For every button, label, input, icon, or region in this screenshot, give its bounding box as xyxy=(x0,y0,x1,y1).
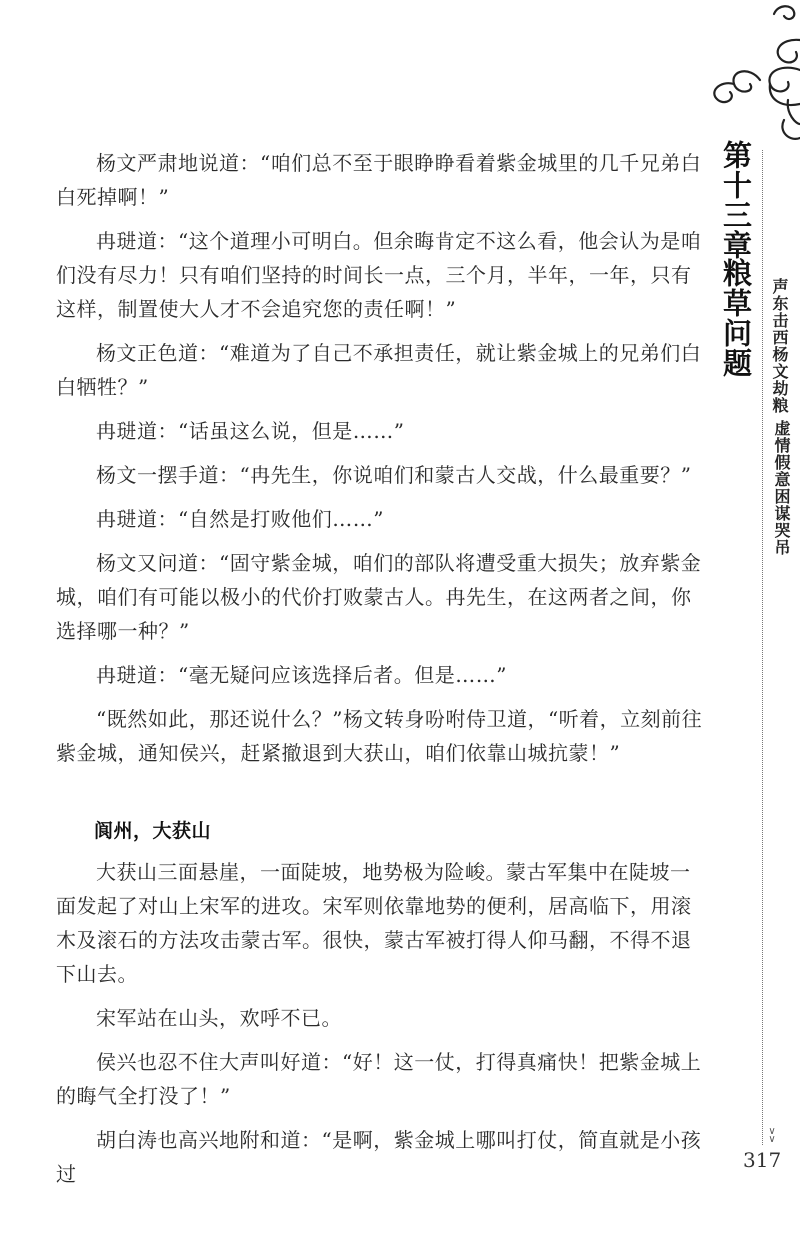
section-heading: 阆州，大获山 xyxy=(94,820,212,842)
paragraph: “既然如此，那还说什么？”杨文转身吩咐侍卫道，“听着，立刻前往紫金城，通知侯兴，赶紧撤退到大获山，咱们依靠山城抗蒙！” xyxy=(56,707,703,765)
paragraph: 宋军站在山头，欢呼不已。 xyxy=(96,1006,342,1030)
paragraph: 杨文又问道：“固守紫金城，咱们的部队将遭受重大损失；放弃紫金城，咱们有可能以极小的代价打败蒙古人。冉先生，在这两者之间，你选择哪一种？” xyxy=(56,551,702,643)
paragraph: 胡白涛也高兴地附和道：“是啊，紫金城上哪叫打仗，简直就是小孩过 xyxy=(56,1128,702,1186)
paragraph: 冉琎道：“这个道理小可明白。但余晦肯定不这么看，他会认为是咱们没有尽力！只有咱们坚持的时间长一点，三个月，半年，一年，只有这样，制置使大人才不会追究您的责任啊！” xyxy=(56,229,702,321)
paragraph: 冉琎道：“自然是打败他们……” xyxy=(96,507,384,531)
chapter-number: 第十三章 xyxy=(719,140,753,260)
paragraph: 冉琎道：“话虽这么说，但是……” xyxy=(96,419,405,443)
margin-dotted-line xyxy=(762,150,763,1145)
paragraph: 杨文正色道：“难道为了自己不承担责任，就让紫金城上的兄弟们白白牺牲？” xyxy=(56,341,702,399)
body-text xyxy=(56,146,706,1201)
chapter-title: 粮草问题 xyxy=(719,258,753,378)
paragraph: 杨文严肃地说道：“咱们总不至于眼睁睁看着紫金城里的几千兄弟白白死掉啊！” xyxy=(56,151,702,209)
page-number: 317 xyxy=(743,1148,782,1172)
paragraph: 大获山三面悬崖，一面陡坡，地势极为险峻。蒙古军集中在陡坡一面发起了对山上宋军的进攻。宋军则依靠地势的便利，居高临下，用滚木及滚石的方法攻击蒙古军。很快，蒙古军被打得人仰马翻，不得不退下山去。 xyxy=(56,860,692,986)
chapter-subtitle-1: 声东击西杨文劫粮 xyxy=(770,278,789,414)
paragraph: 侯兴也忍不住大声叫好道：“好！这一仗，打得真痛快！把紫金城上的晦气全打没了！” xyxy=(56,1050,702,1108)
paragraph: 冉琎道：“毫无疑问应该选择后者。但是……” xyxy=(96,663,507,687)
chevron-down-icon: ∨ ∨ xyxy=(768,1126,776,1145)
paragraph: 杨文一摆手道：“冉先生，你说咱们和蒙古人交战，什么最重要？” xyxy=(96,463,692,487)
chapter-subtitle-2: 虚情假意困谋哭吊 xyxy=(772,420,791,556)
